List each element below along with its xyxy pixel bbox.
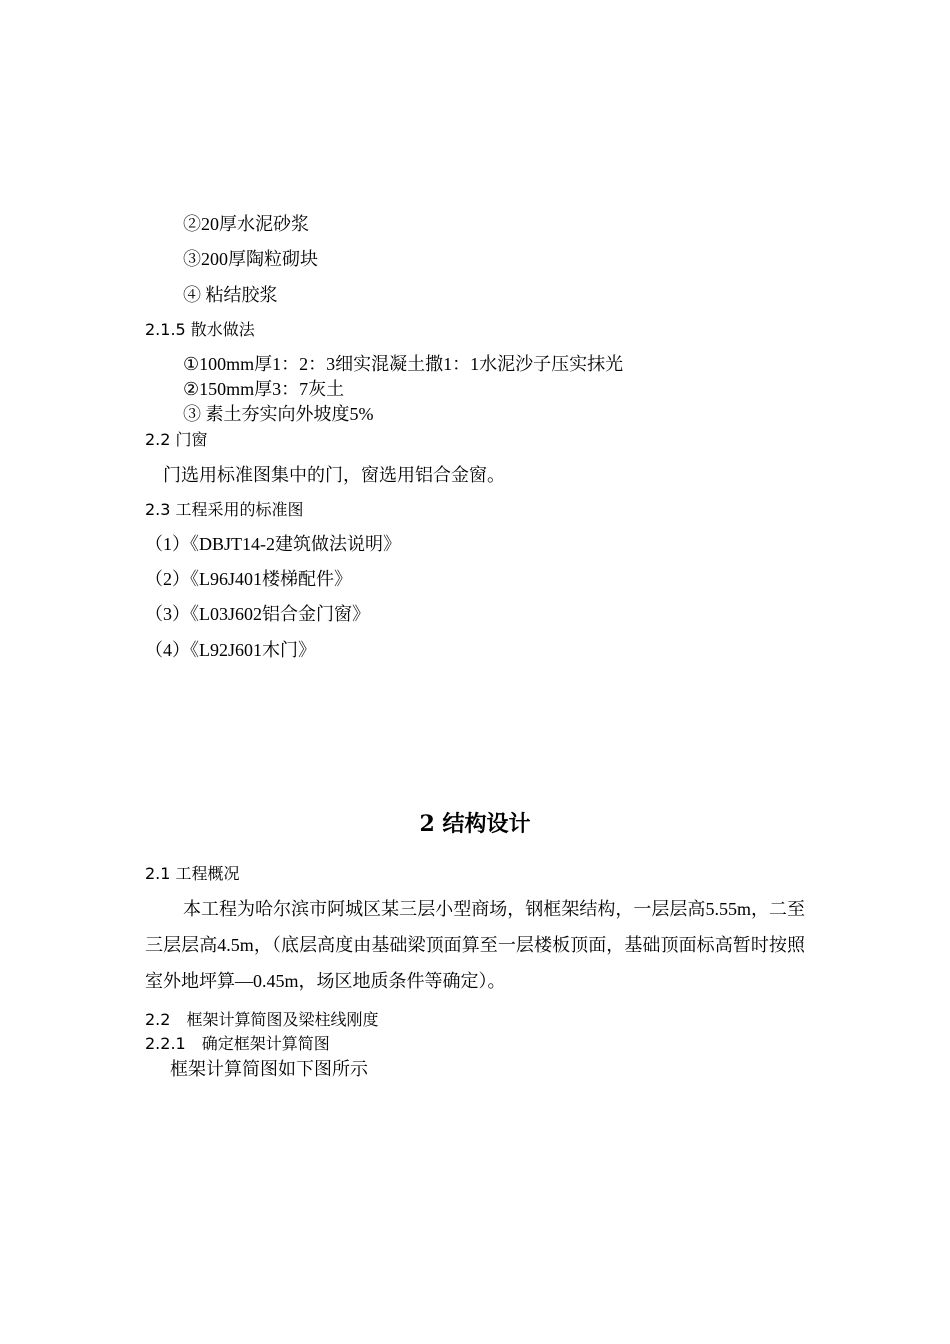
standard-item-1: （1）《DBJT14-2建筑做法说明》 <box>145 534 401 554</box>
standards-heading: 2.3 工程采用的标准图 <box>145 500 304 519</box>
overview-paragraph: 本工程为哈尔滨市阿城区某三层小型商场，钢框架结构，一层层高5.55m，二至三层层高4.5m，（底层高度由基础梁顶面算至一层楼板顶面，基础顶面标高暂时按照室外地坪算—0.45m，场区地质条件等确定）。 <box>145 899 805 991</box>
wall-item-2: ②20厚水泥砂浆 <box>183 214 309 234</box>
frame-text: 框架计算简图如下图所示 <box>170 1059 368 1079</box>
wall-item-4: ④ 粘结胶浆 <box>183 285 278 305</box>
frame-sub-heading: 2.2.1 确定框架计算简图 <box>145 1034 330 1053</box>
frame-heading: 2.2 框架计算简图及梁柱线刚度 <box>145 1010 379 1029</box>
standard-item-3: （3）《L03J602铝合金门窗》 <box>145 604 370 624</box>
doors-windows-heading: 2.2 门窗 <box>145 430 208 449</box>
chapter-title: 2 结构设计 <box>419 811 531 837</box>
wall-item-3: ③200厚陶粒砌块 <box>183 249 318 269</box>
apron-item-3: ③ 素土夯实向外坡度5% <box>183 404 374 424</box>
standard-item-2: （2）《L96J401楼梯配件》 <box>145 569 352 589</box>
apron-heading: 2.1.5 散水做法 <box>145 320 255 339</box>
apron-item-2: ②150mm厚3：7灰土 <box>183 379 345 399</box>
overview-heading: 2.1 工程概况 <box>145 864 240 883</box>
doors-windows-text: 门选用标准图集中的门，窗选用铝合金窗。 <box>163 465 505 485</box>
standard-item-4: （4）《L92J601木门》 <box>145 640 316 660</box>
apron-item-1: ①100mm厚1：2：3细实混凝土撒1：1水泥沙子压实抹光 <box>183 354 624 374</box>
